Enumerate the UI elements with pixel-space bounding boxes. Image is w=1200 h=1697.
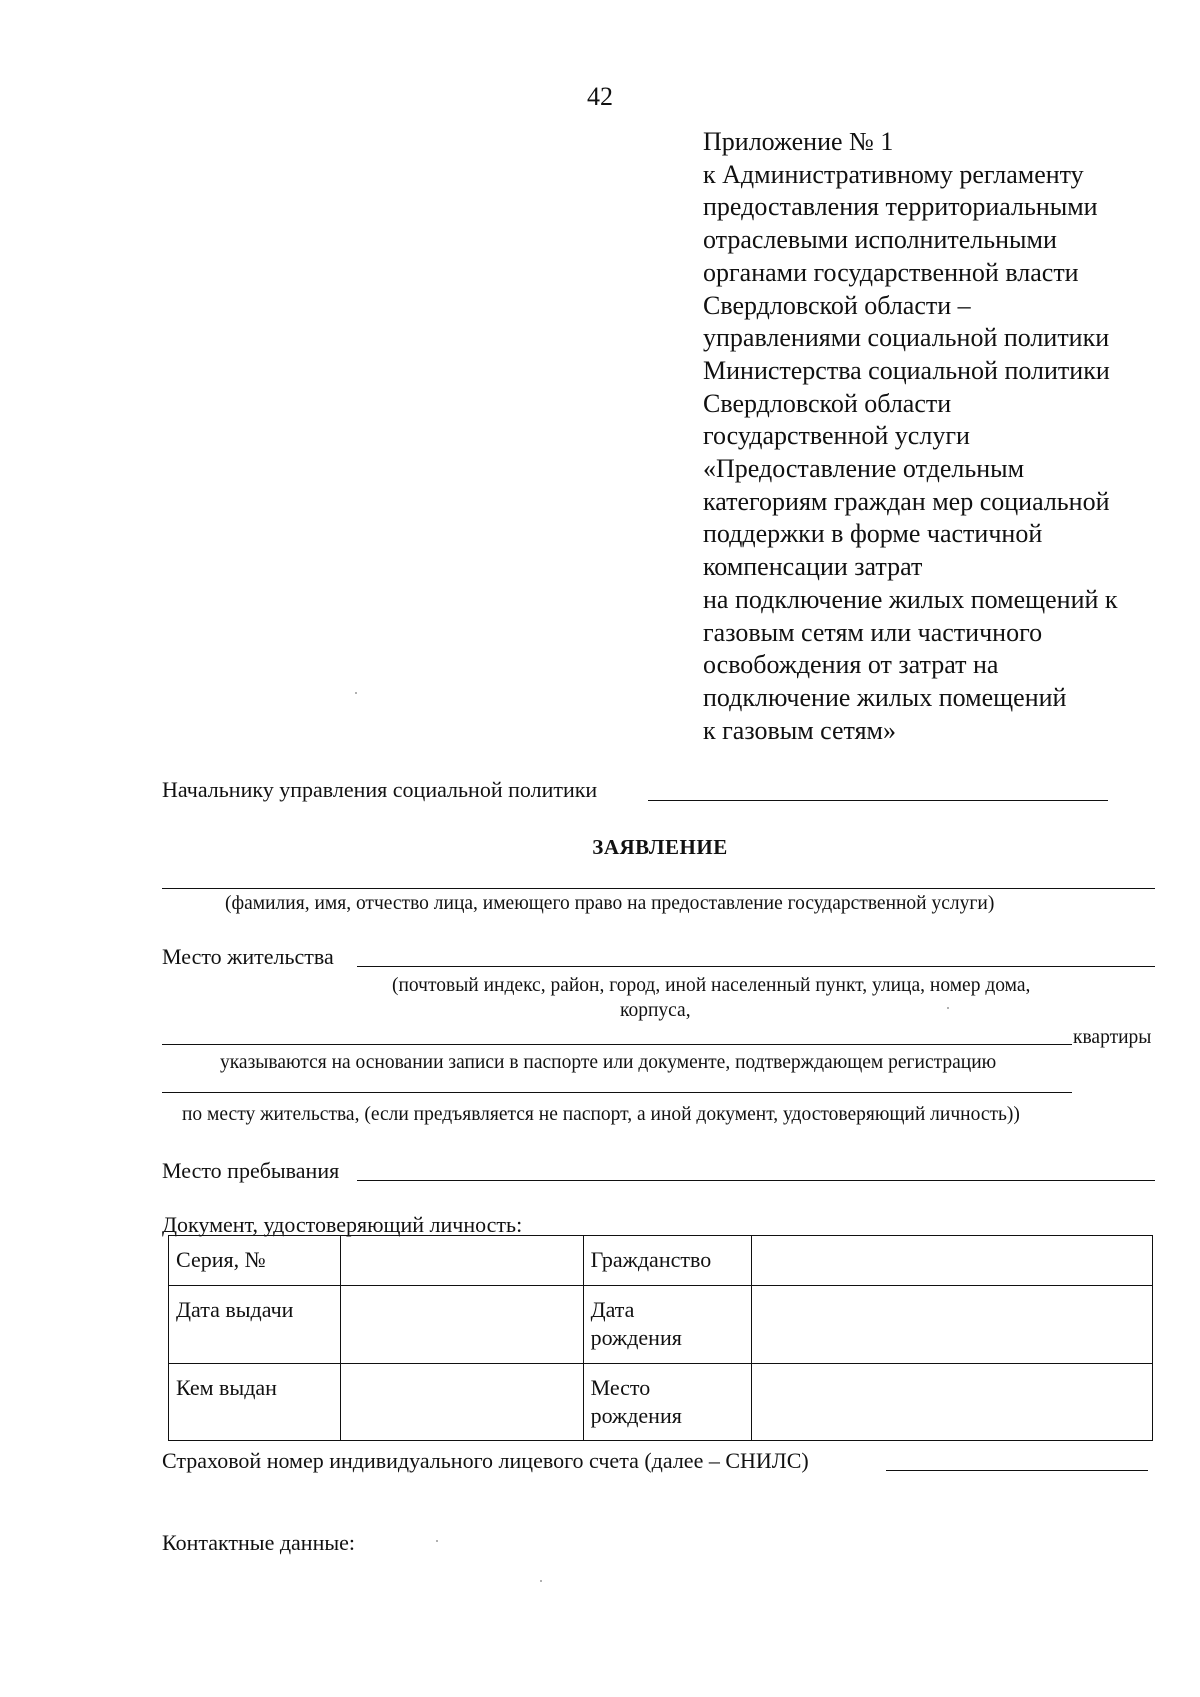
residence-hint-1: (почтовый индекс, район, город, иной населенный пункт, улица, номер дома,	[392, 975, 1031, 996]
issued-by-field[interactable]	[340, 1364, 583, 1441]
residence-hint-4: по месту жительства, (если предъявляется не паспорт, а иной документ, удостоверяющий личность))	[182, 1104, 1020, 1125]
stay-field[interactable]	[357, 1180, 1155, 1181]
addressee-field[interactable]	[648, 800, 1108, 801]
table-row	[169, 1364, 1153, 1441]
scan-speck	[355, 692, 357, 694]
appendix-line: подключение жилых помещений	[703, 682, 1067, 712]
scan-speck	[540, 1580, 542, 1582]
appendix-line: компенсации затрат	[703, 552, 923, 582]
appendix-line: на подключение жилых помещений к	[703, 584, 1118, 614]
appendix-line: Министерства социальной политики	[703, 355, 1110, 385]
birth-date-label: Дата рождения	[583, 1286, 751, 1364]
appendix-line: Свердловской области –	[703, 290, 971, 320]
appendix-line: «Предоставление отдельным	[703, 454, 1025, 484]
birth-place-label: Место рождения	[583, 1364, 751, 1441]
appendix-line: к газовым сетям»	[703, 715, 896, 745]
appendix-line: поддержки в форме частичной	[703, 519, 1043, 549]
appendix-line: Приложение № 1	[703, 127, 894, 156]
birth-place-field[interactable]	[751, 1364, 1152, 1441]
residence-field[interactable]	[357, 966, 1155, 967]
appendix-line: Свердловской области	[703, 388, 952, 418]
table-row	[169, 1286, 1153, 1364]
full-name-field[interactable]	[162, 888, 1155, 889]
appendix-header	[703, 126, 1118, 747]
series-number-label: Серия, №	[169, 1236, 341, 1286]
appendix-line: предоставления территориальными	[703, 192, 1098, 222]
appendix-line: органами государственной власти	[703, 257, 1079, 287]
table-row	[169, 1236, 1153, 1286]
id-document-table	[168, 1235, 1153, 1441]
scan-speck	[436, 1540, 438, 1542]
residence-field-3[interactable]	[162, 1092, 1072, 1093]
page-number: 42	[587, 82, 613, 111]
issue-date-label: Дата выдачи	[169, 1286, 341, 1364]
residence-hint-2: корпуса,	[620, 1000, 691, 1021]
series-number-field[interactable]	[340, 1236, 583, 1286]
citizenship-field[interactable]	[751, 1236, 1152, 1286]
apartment-label: квартиры	[1073, 1027, 1152, 1048]
appendix-line: освобождения от затрат на	[703, 650, 999, 680]
contacts-label: Контактные данные:	[162, 1530, 355, 1555]
residence-field-2[interactable]	[162, 1044, 1072, 1045]
issue-date-field[interactable]	[340, 1286, 583, 1364]
appendix-line: газовым сетям или частичного	[703, 617, 1043, 647]
appendix-line: государственной услуги	[703, 421, 970, 451]
snils-label: Страховой номер индивидуального лицевого счета (далее – СНИЛС)	[162, 1448, 809, 1473]
document-title: ЗАЯВЛЕНИЕ	[592, 835, 728, 859]
birth-date-field[interactable]	[751, 1286, 1152, 1364]
residence-label: Место жительства	[162, 944, 334, 969]
stay-label: Место пребывания	[162, 1158, 340, 1183]
residence-hint-3: указываются на основании записи в паспорте или документе, подтверждающем регистрацию	[220, 1052, 997, 1073]
appendix-line: категориям граждан мер социальной	[703, 486, 1110, 516]
id-document-label: Документ, удостоверяющий личность:	[162, 1212, 523, 1237]
snils-field[interactable]	[886, 1470, 1148, 1471]
appendix-line: отраслевыми исполнительными	[703, 225, 1057, 255]
appendix-line: к Административному регламенту	[703, 159, 1084, 189]
citizenship-label: Гражданство	[583, 1236, 751, 1286]
scan-speck	[947, 1007, 949, 1009]
appendix-line: управлениями социальной политики	[703, 323, 1110, 353]
addressee-label: Начальнику управления социальной политики	[162, 777, 598, 802]
full-name-hint: (фамилия, имя, отчество лица, имеющего право на предоставление государственной услуги)	[225, 893, 995, 914]
issued-by-label: Кем выдан	[169, 1364, 341, 1441]
